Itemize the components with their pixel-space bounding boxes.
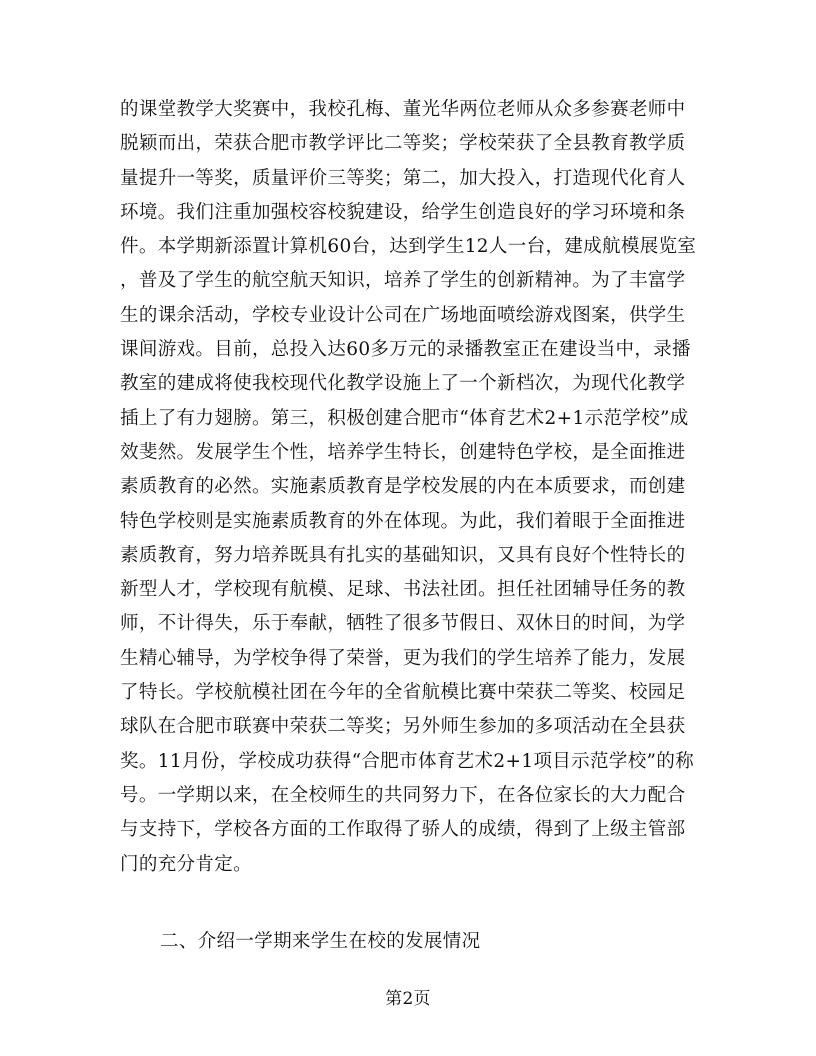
text-line: 插上了有力翅膀。第三，积极创建合肥市“体育艺术2+1示范学校”成 [120, 407, 689, 429]
text-line: 量提升一等奖，质量评价三等奖；第二，加大投入，打造现代化育人 [120, 167, 686, 189]
text-line: 的课堂教学大奖赛中，我校孔梅、董光华两位老师从众多参赛老师中 [120, 99, 686, 120]
text-line: ，普及了学生的航空航天知识，培养了学生的创新精神。为了丰富学 [120, 270, 686, 292]
text-line: 球队在合肥市联赛中荣获二等奖；另外师生参加的多项活动在全县获 [120, 716, 686, 738]
text-line: 件。本学期新添置计算机60台，达到学生12人一台，建成航模展览室 [120, 236, 697, 258]
text-line: 素质教育，努力培养既具有扎实的基础知识，又具有良好个性特长的 [120, 544, 686, 566]
text-line: 课间游戏。目前，总投入达60多万元的录播教室正在建设当中，录播 [120, 339, 691, 361]
text-line: 师，不计得失，乐于奉献，牺牲了很多节假日、双休日的时间，为学 [120, 613, 686, 635]
text-line: 新型人才，学校现有航模、足球、书法社团。担任社团辅导任务的教 [120, 579, 686, 601]
text-line: 特色学校则是实施素质教育的外在体现。为此，我们着眼于全面推进 [120, 510, 686, 532]
body-paragraph [120, 93, 720, 882]
section-heading: 二、介绍一学期来学生在校的发展情况 [160, 931, 481, 952]
text-line: 素质教育的必然。实施素质教育是学校发展的内在本质要求，而创建 [120, 476, 686, 498]
text-line: 奖。11月份，学校成功获得“合肥市体育艺术2+1项目示范学校”的称 [120, 750, 695, 772]
page-number: 第2页 [385, 989, 431, 1009]
text-line: 教室的建成将使我校现代化教学设施上了一个新档次，为现代化教学 [120, 373, 686, 395]
text-line: 了特长。学校航模社团在今年的全省航模比赛中荣获二等奖、校园足 [120, 682, 686, 704]
text-line: 生精心辅导，为学校争得了荣誉，更为我们的学生培养了能力，发展 [120, 647, 686, 669]
text-line: 门的充分肯定。 [120, 853, 252, 875]
text-line: 效斐然。发展学生个性，培养学生特长，创建特色学校，是全面推进 [120, 441, 686, 463]
text-line: 与支持下，学校各方面的工作取得了骄人的成绩，得到了上级主管部 [120, 819, 686, 841]
text-line: 号。一学期以来，在全校师生的共同努力下，在各位家长的大力配合 [120, 784, 686, 806]
text-line: 脱颖而出，荣获合肥市教学评比二等奖；学校荣获了全县教育教学质 [120, 133, 686, 155]
text-line: 环境。我们注重加强校容校貌建设，给学生创造良好的学习环境和条 [120, 201, 686, 223]
text-line: 生的课余活动，学校专业设计公司在广场地面喷绘游戏图案，供学生 [120, 304, 686, 326]
